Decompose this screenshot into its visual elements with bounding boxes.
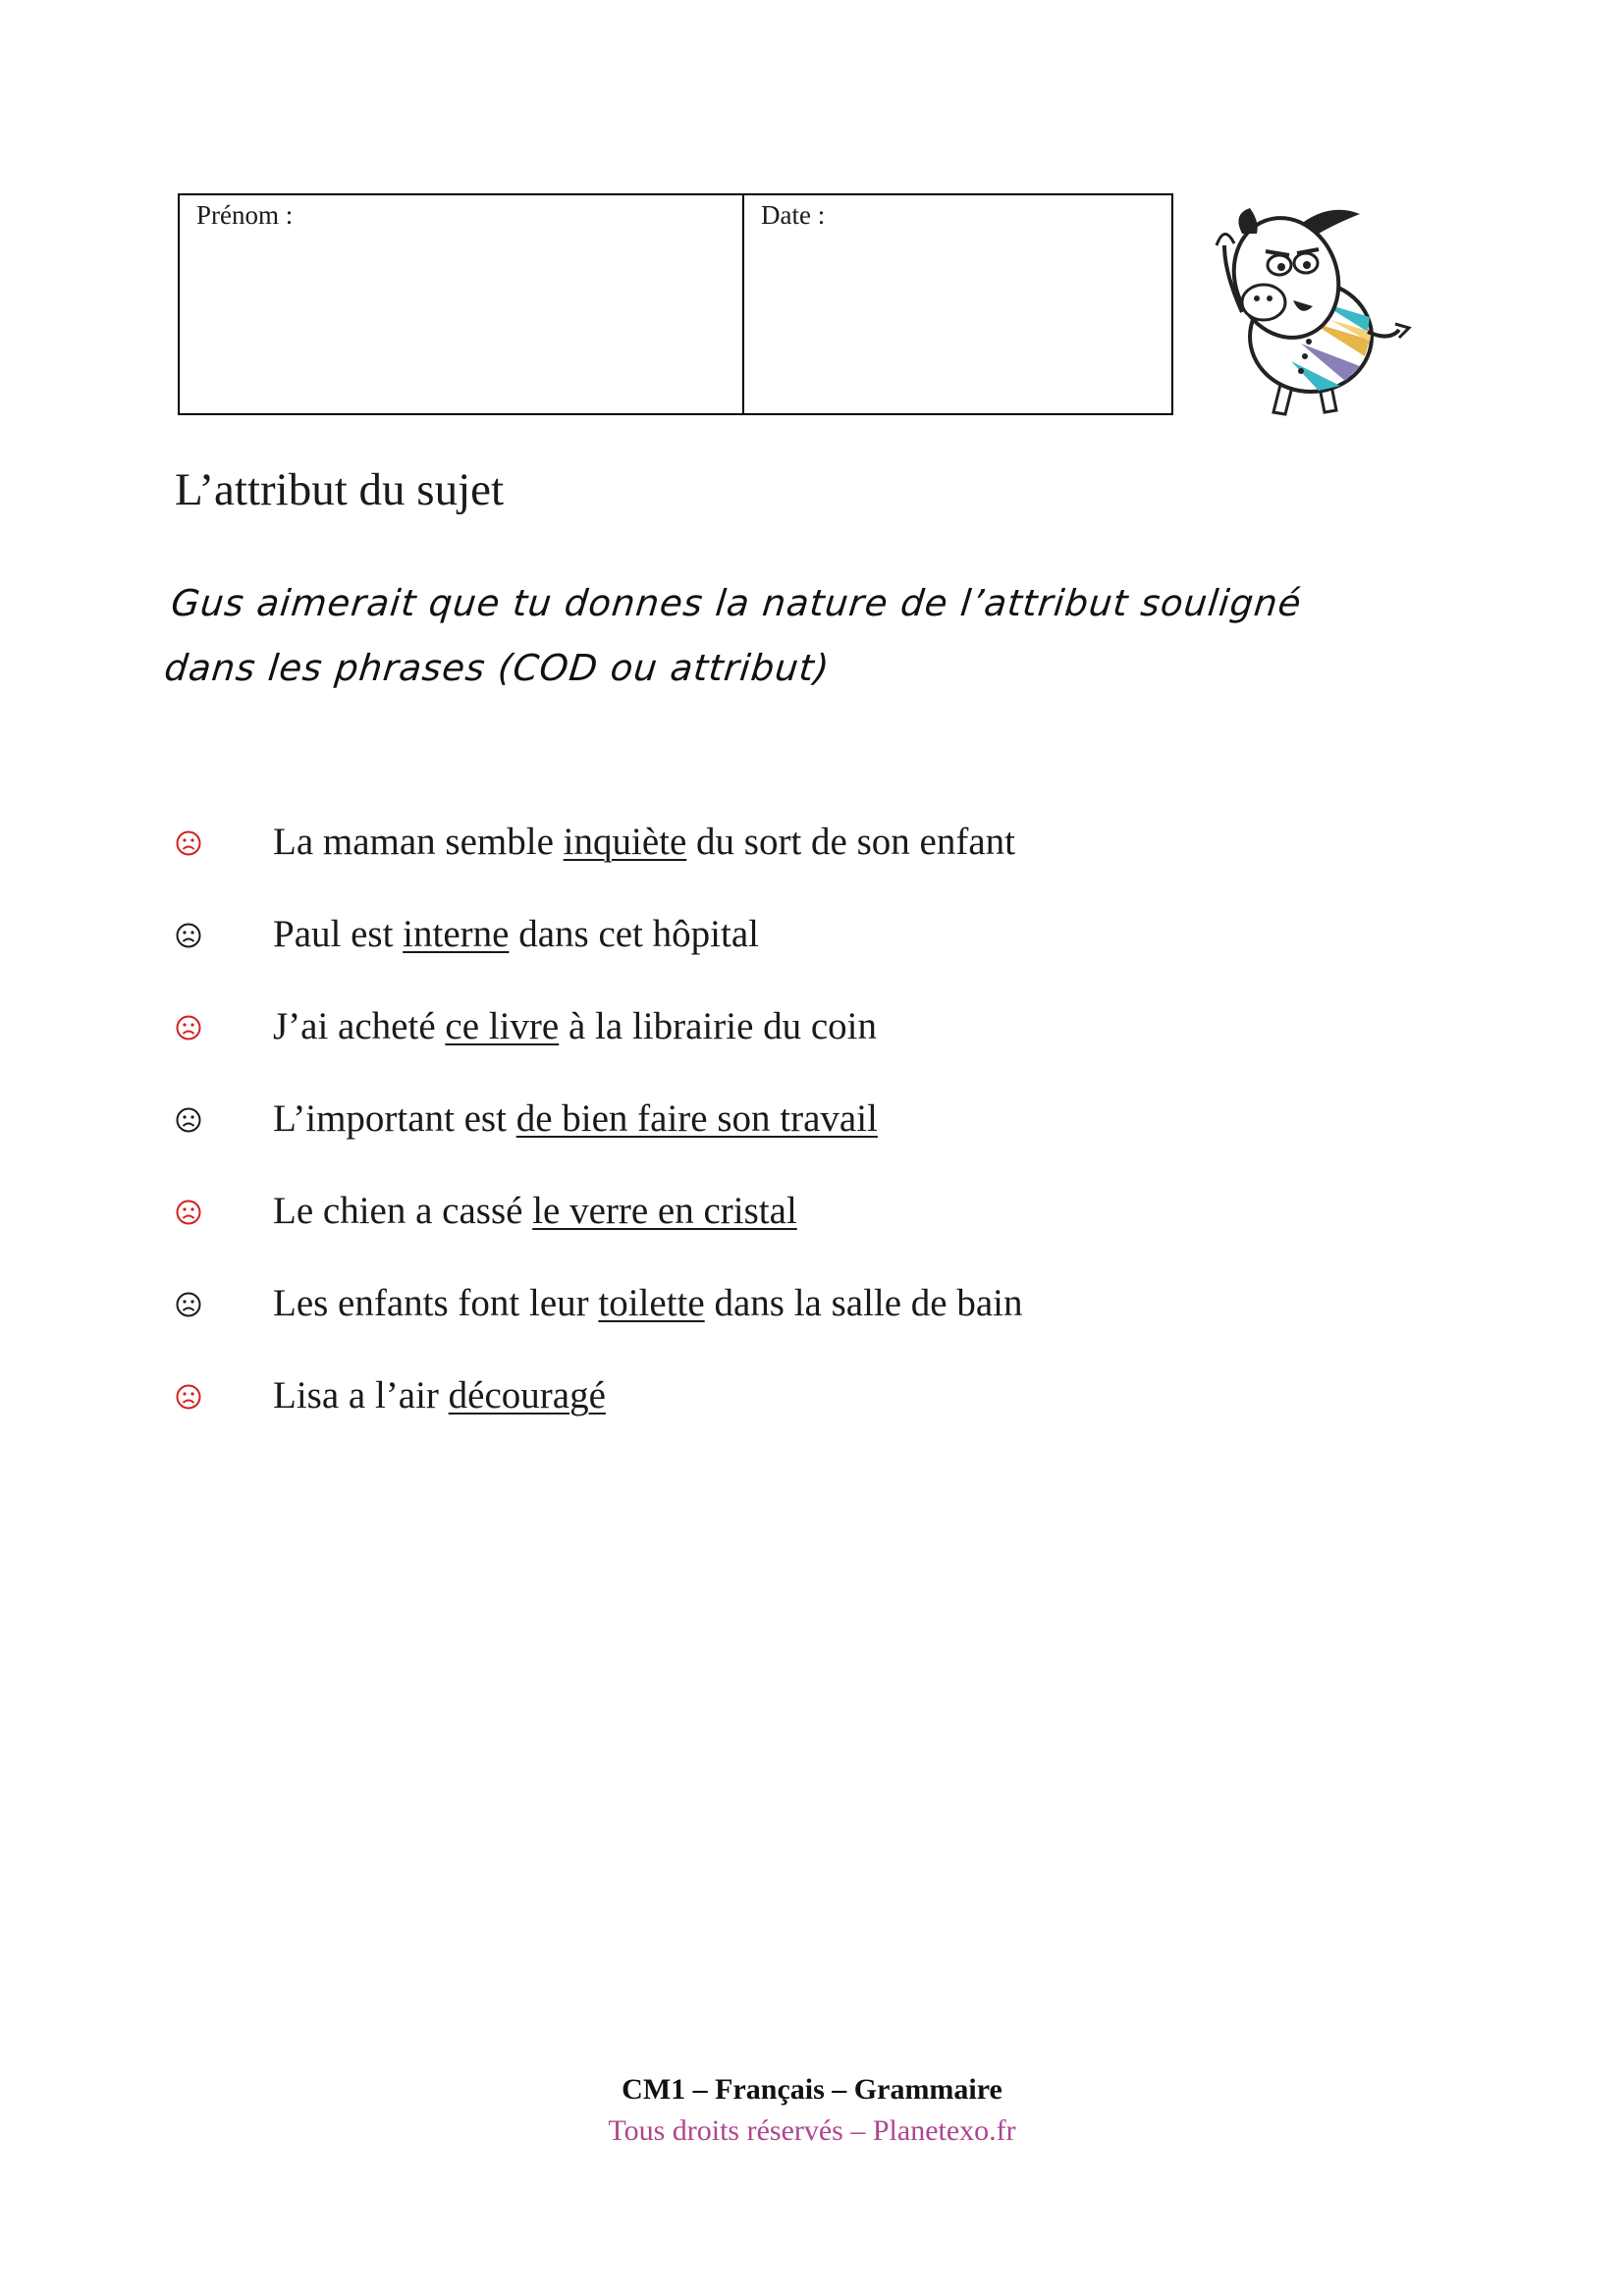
student-info-table (178, 193, 1173, 415)
frown-face-icon (175, 1096, 273, 1136)
frown-face-icon (175, 1004, 273, 1043)
name-label: Prénom : (196, 200, 294, 230)
frown-face-icon (175, 912, 273, 951)
footer-copyright[interactable]: Tous droits réservés – Planetexo.fr (608, 2114, 1016, 2147)
exercise-sentence: Lisa a l’air découragé (273, 1374, 606, 1416)
underlined-word: de bien faire son travail (515, 1097, 878, 1140)
underlined-word: découragé (448, 1374, 606, 1416)
sheep-mascot (1203, 194, 1419, 420)
frown-face-icon (175, 1189, 273, 1228)
footer-title: CM1 – Français – Grammaire (622, 2073, 1002, 2106)
instruction-line-1: Gus aimerait que tu donnes la nature de l’attribut souligné (169, 582, 1304, 624)
exercise-sentence: L’important est de bien faire son travail (273, 1097, 878, 1140)
underlined-word: toilette (598, 1282, 705, 1324)
exercise-item (175, 1281, 1023, 1373)
exercise-item (175, 1373, 1023, 1466)
exercise-sentence: La maman semble inquiète du sort de son enfant (273, 821, 1015, 863)
exercise-item (175, 912, 1023, 1004)
exercise-sentence: Paul est interne dans cet hôpital (273, 913, 759, 955)
underlined-word: interne (403, 913, 510, 955)
exercise-item (175, 1096, 1023, 1189)
frown-face-icon (175, 820, 273, 859)
name-field[interactable] (180, 195, 744, 413)
instruction-line-2: dans les phrases (COD ou attribut) (162, 647, 833, 689)
exercise-sentence: J’ai acheté ce livre à la librairie du coin (273, 1005, 878, 1047)
exercise-list (175, 820, 1023, 1466)
exercise-item (175, 1004, 1023, 1096)
underlined-word: inquiète (563, 821, 687, 863)
page-title: L’attribut du sujet (175, 464, 505, 515)
exercise-item (175, 820, 1023, 912)
instruction (161, 571, 1471, 701)
underlined-word: ce livre (445, 1005, 560, 1047)
underlined-word: le verre en cristal (532, 1190, 797, 1232)
exercise-sentence: Le chien a cassé le verre en cristal (273, 1190, 797, 1232)
date-field[interactable] (744, 195, 1171, 413)
frown-face-icon (175, 1281, 273, 1320)
date-label: Date : (761, 200, 826, 230)
frown-face-icon (175, 1373, 273, 1413)
exercise-sentence: Les enfants font leur toilette dans la salle de bain (273, 1282, 1023, 1324)
exercise-item (175, 1189, 1023, 1281)
